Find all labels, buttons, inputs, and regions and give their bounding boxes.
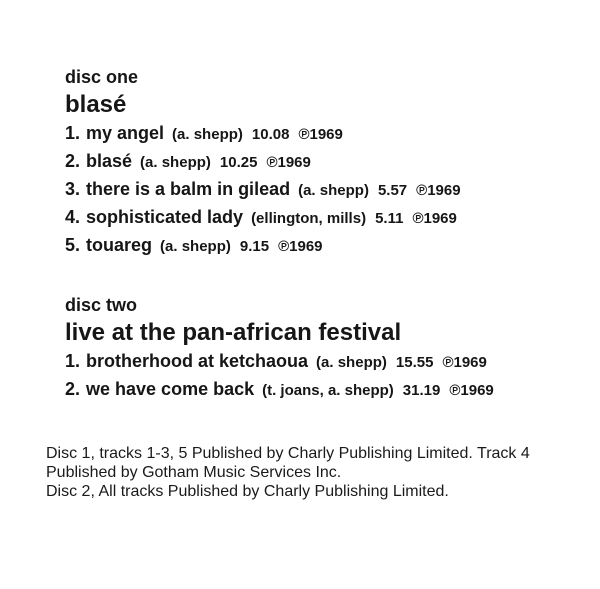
- track-name: my angel: [86, 123, 165, 143]
- track-row: [65, 232, 461, 260]
- track-number: 1.: [65, 351, 81, 371]
- track-number: 2.: [65, 379, 81, 399]
- track-phono: ℗1969: [412, 210, 457, 227]
- track-name: sophisticated lady: [86, 207, 244, 227]
- track-time: 31.19: [402, 382, 441, 399]
- track-row: [65, 348, 494, 376]
- disc-one-title: blasé: [65, 91, 127, 118]
- track-credit: (a. shepp): [160, 238, 231, 255]
- track-row: [65, 204, 461, 232]
- track-row: [65, 120, 461, 148]
- track-credit: (ellington, mills): [251, 210, 367, 227]
- track-time: 5.57: [377, 182, 408, 199]
- track-name: touareg: [86, 235, 153, 255]
- track-credit: (t. joans, a. shepp): [262, 382, 394, 399]
- track-time: 15.55: [395, 354, 434, 371]
- track-phono: ℗1969: [416, 182, 461, 199]
- track-phono: ℗1969: [298, 126, 343, 143]
- track-credit: (a. shepp): [316, 354, 387, 371]
- disc-one-label: disc one: [65, 67, 139, 87]
- disc-one-section: [65, 64, 461, 260]
- track-number: 4.: [65, 207, 81, 227]
- track-row: [65, 176, 461, 204]
- disc-two-title: live at the pan-african festival: [65, 319, 402, 346]
- track-time: 10.25: [219, 154, 258, 171]
- disc-two-label: disc two: [65, 295, 138, 315]
- track-number: 3.: [65, 179, 81, 199]
- track-row: [65, 376, 494, 404]
- track-time: 10.08: [251, 126, 290, 143]
- track-row: [65, 148, 461, 176]
- track-name: there is a balm in gilead: [86, 179, 291, 199]
- track-phono: ℗1969: [266, 154, 311, 171]
- publishing-line: Published by Gotham Music Services Inc.: [46, 464, 342, 481]
- track-name: blasé: [86, 151, 133, 171]
- track-phono: ℗1969: [442, 354, 487, 371]
- track-time: 9.15: [239, 238, 270, 255]
- track-credit: (a. shepp): [172, 126, 243, 143]
- track-phono: ℗1969: [278, 238, 323, 255]
- publishing-line: Disc 1, tracks 1-3, 5 Published by Charly Publishing Limited. Track 4: [46, 445, 530, 462]
- track-time: 5.11: [375, 210, 404, 227]
- publishing-line: Disc 2, All tracks Published by Charly Publishing Limited.: [46, 483, 449, 500]
- track-number: 2.: [65, 151, 81, 171]
- track-phono: ℗1969: [449, 382, 494, 399]
- track-credit: (a. shepp): [140, 154, 211, 171]
- track-number: 1.: [65, 123, 81, 143]
- track-name: we have come back: [86, 379, 255, 399]
- track-number: 5.: [65, 235, 81, 255]
- track-credit: (a. shepp): [298, 182, 369, 199]
- track-name: brotherhood at ketchaoua: [86, 351, 309, 371]
- publishing-notes: [46, 444, 576, 501]
- disc-two-section: [65, 292, 494, 404]
